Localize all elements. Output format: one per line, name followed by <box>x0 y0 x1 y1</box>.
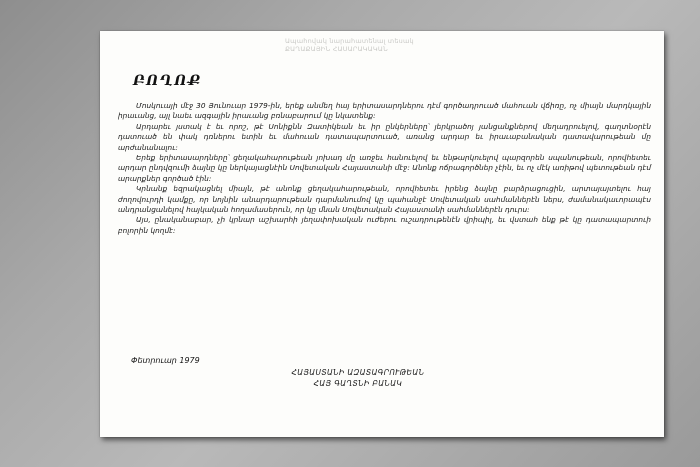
document-page <box>100 31 664 437</box>
paragraph: Երեք երիտասարդները՝ ցեղակահարութեան յոխադ մը առջեւ հանուելով եւ ենթարկուելով պարզորեն սպանութեան, որովհետեւ արդար ընդվզումի ձայնը կը ներկայացնէին Սովետական Հայաստանի մէջ: Անոնք ոճրագործներ չէին, եւ ոչ մէկ առիթով պետութեան դէմ արարքներ գործած էին: <box>118 153 651 183</box>
paragraph: Մոսկուայի մէջ 30 Յունուար 1979-ին, երեք անմեղ հայ երիտասարդներու դէմ գործադրուած մահուան վճիռը, ոչ միայն մարդկային իրաւանց, այլ նաեւ ազգային իրաւանց բռնաբարում կը նկատենք: <box>118 101 651 121</box>
signature-line: ՀԱՅԱՍՏԱՆԻ ԱԶԱՏԱԳՐՈՒԹԵԱՆ <box>291 368 425 377</box>
signature-block <box>288 368 428 389</box>
paragraph: Այս, ընականաբար, չի կրնար աշխարհի յեղափոխական ուժերու ուշադրութենէն վրիպիլ, եւ վստահ ենք թէ կը դատապարտուի բոլորին կողմէ: <box>118 215 651 235</box>
bleed-line: Ապահովակ նարահատենալ տեսակ <box>285 37 414 45</box>
document-title: ԲՈՂՈՔ <box>133 73 202 89</box>
bleed-line: ՔԱՂԱՔԱՅԻՆ ՀԱՍԱՐԱԿԱԿԱՆ <box>285 45 388 53</box>
paragraph: Արդարեւ յստակ է եւ որոշ, թէ Սոնիքնն Զատիկեան եւ իր ընկերները՝ յերկրածոյ յանցանքներով մեղադրուելով, գաղտնօրէն դատուած են փակ դռներու ետին եւ մահուան դատապարտուած, առանց արդար եւ իրաւաբանական դատավարութեան մը արժանանալու: <box>118 121 651 152</box>
paragraph: Կրնանք եզրակացնել միայն, թէ անոնք ցեղակահարութեան, որովհետեւ իրենց ձայնը բարձրացուցին, արտայայտելու հայ ժողովուրդի կամքը, որ նոյնին անարդարութեան դարմանումով կը պահանջէ Սովետական սահմաններէն ներս, ժամանակաւորապէս անդրանցանելով հայկական հողամասերուն, որ կը մնան Սովետական Հայաստանի սահմաններէն դուրս: <box>118 184 651 215</box>
signature-line: ՀԱՅ ԳԱՂՏՆԻ ԲԱՆԱԿ <box>313 378 403 388</box>
document-body <box>118 101 651 236</box>
reverse-side-bleed-text <box>285 37 425 53</box>
document-date: Փետրուար 1979 <box>131 356 200 365</box>
